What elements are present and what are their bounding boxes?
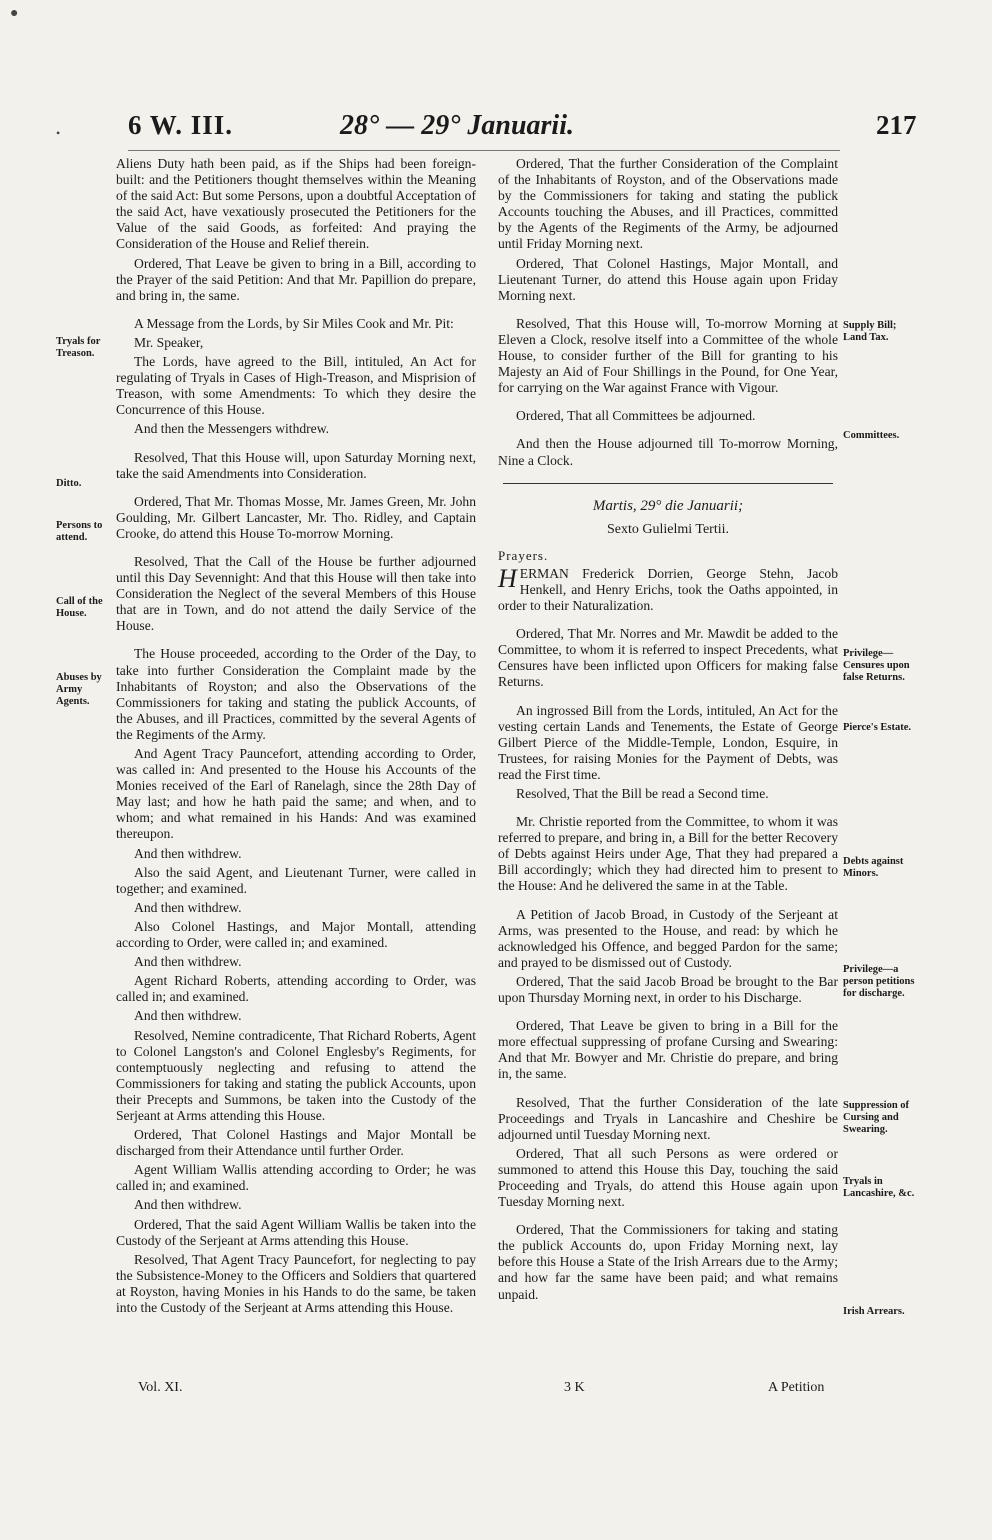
regnal-year: 6 W. III. (128, 110, 234, 140)
paragraph: An ingrossed Bill from the Lords, intituled, An Act for the vesting certain Lands and Tenements, the Estate of George Gilbert Pierce of the Middle-Temple, London, Esquire, in Trustees, for raising Monies for the Payment of Debts, was read the First time. (498, 702, 838, 782)
paragraph: And then withdrew. (134, 1008, 242, 1024)
paragraph: Resolved, That the further Consideration of the late Proceedings and Tryals in Lancashire and Cheshire be adjourned until Tuesday Morning next. (498, 1094, 838, 1142)
paragraph: Ordered, That Leave be given to bring in a Bill, according to the Prayer of the said Petition: And that Mr. Papillion do prepare, and bring in, the same. (116, 255, 476, 303)
margin-note-pierce: Pierce's Estate. (843, 722, 912, 733)
paragraph: Resolved, That this House will, To-morrow Morning at Eleven a Clock, resolve itself into a Committee of the whole House, to consider further of the Bill for granting to his Majesty an Aid of Four Shillings in the Pound, for One Year, for carrying on the War against France with Vigour. (498, 315, 838, 396)
catchword: A Petition (768, 1380, 825, 1395)
paragraph (498, 563, 838, 614)
right-column (498, 156, 838, 1306)
paragraph: Ordered, That Mr. Thomas Mosse, Mr. James Green, Mr. John Goulding, Mr. Gilbert Lancaster, Mr. Tho. Ridley, and Captain Crooke, do attend this House To-morrow Morning. (116, 493, 476, 541)
margin-note-call: Call of the House. (56, 596, 103, 619)
paragraph: Also the said Agent, and Lieutenant Turner, were called in together; and examined. (116, 864, 476, 896)
paragraph: Ordered, That Colonel Hastings, Major Montall, and Lieutenant Turner, do attend this House again upon Friday Morning next. (498, 255, 838, 303)
paragraph: Resolved, That the Bill be read a Second time. (516, 786, 769, 801)
paragraph: Ordered, That the said Jacob Broad be brought to the Bar upon Thursday Morning next, in order to his Discharge. (498, 973, 838, 1006)
paragraph: The House proceeded, according to the Order of the Day, to take into further Consideration the Complaint made by the Inhabitants of Royston; and also the Observations of the Commissioners for taking and stating the publick Accounts, of the Abuses, and ill Practices, committed by the several Agents of the Regiments of the Army. (116, 646, 476, 742)
paragraph: And then withdrew. (134, 899, 242, 915)
paragraph: Ordered, That the said Agent William Wallis be taken into the Custody of the Serjeant at Arms attending this House. (116, 1216, 476, 1248)
page-number: 217 (876, 110, 917, 140)
paragraph: The Lords, have agreed to the Bill, intituled, An Act for regulating of Tryals in Cases of High-Treason, and Misprision of Treason, with some Amendments: To which they desire the Concurrence of this House. (116, 354, 476, 418)
margin-note-abuses: Abuses by Army Agents. (56, 672, 102, 707)
margin-note-privilege-person: Privilege—a person petitions for discharge. (843, 964, 915, 999)
header-dates: 28° — 29° Januarii. (340, 110, 574, 141)
corner-mark: ● (10, 6, 19, 21)
paragraph: Resolved, That the Call of the House be further adjourned until this Day Sevennight: And that this House will then take into Consideration the Neglect of the several Members of this House that are in Town, and do not attend the daily Service of the House. (116, 553, 476, 634)
volume-mark: Vol. XI. (138, 1380, 183, 1395)
paragraph: Ordered, That all such Persons as were ordered or summoned to attend this House this Day, touching the said Proceeding and Tryals, do attend this House again upon Tuesday Morning next. (498, 1145, 838, 1210)
paragraph: And Agent Tracy Pauncefort, attending according to Order, was called in: And presented to the House his Accounts of the Monies received of the Earl of Ranelagh, since the 28th Day of May last; and how he hath paid the same; and when, and to whom; and what remained in his Hands: And was examined thereupon. (116, 746, 476, 842)
paragraph: Ordered, That Colonel Hastings and Major Montall be discharged from their Attendance until further Order. (116, 1127, 476, 1159)
paragraph: Agent Richard Roberts, attending according to Order, was called in; and examined. (116, 973, 476, 1005)
margin-note-privilege-false: Privilege—Censures upon false Returns. (843, 648, 910, 683)
left-column (116, 156, 476, 1319)
sitting-date-heading: Martis, 29° die Januarii; (592, 497, 744, 514)
corner-mark: • (56, 126, 61, 140)
paragraph: Ordered, That Leave be given to bring in a Bill for the more effectual suppressing of profane Cursing and Swearing: And that Mr. Bowyer and Mr. Christie do prepare, and bring in, the same. (498, 1018, 838, 1082)
margin-note-supply: Supply Bill; Land Tax. (843, 320, 897, 343)
paragraph: And then withdrew. (134, 954, 242, 970)
paragraph: Mr. Christie reported from the Committee, to whom it was referred to prepare, and bring in, a Bill for the better Recovery of Debts against Heirs under Age, That they had prepared a Bill accordingly; which they had directed him to present to the House: And he delivered the same in at the Table. (498, 814, 838, 894)
margin-note-committees: Committees. (843, 430, 900, 441)
paragraph: And then withdrew. (134, 1197, 242, 1213)
paragraph: Ordered, That all Committees be adjourned. (516, 408, 756, 424)
paragraph-text: ERMAN Frederick Dorrien, George Stehn, Jacob Henkell, and Henry Erichs, took the Oaths appointed, in order to their Naturalization. (498, 565, 838, 614)
paragraph: Resolved, That Agent Tracy Pauncefort, for neglecting to pay the Subsistence-Money to the Officers and Soldiers that quartered at Royston, having Monies in his Hands to do the same, be taken into the Custody of the Serjeant at Arms attending this House. (116, 1251, 476, 1315)
section-divider (503, 483, 833, 484)
paragraph: A Petition of Jacob Broad, in Custody of the Serjeant at Arms, was presented to the House, and read: by which he acknowledged his Offence, and begged Pardon for the same; and prayed to be dismissed out of Custody. (498, 906, 838, 970)
margin-note-ditto: Ditto. (56, 478, 82, 489)
paragraph: Aliens Duty hath been paid, as if the Ships had been foreign-built: and the Petitioners thought themselves within the Meaning of the said Act: But some Persons, upon a doubtful Acceptation of the said Act, have vexatiously prosecuted the Petitioners for the Value of the said Goods, as forfeited: And praying the Consideration of the House and Relief therein. (116, 156, 476, 252)
paragraph: Agent William Wallis attending according to Order; he was called in; and examined. (116, 1162, 476, 1194)
paragraph: Resolved, Nemine contradicente, That Richard Roberts, Agent to Colonel Langston's and Colonel Englesby's Regiments, for contemptuously neglecting and refusing to attend the Commissioners for taking and stating the publick Accounts, upon their Precepts and Summons, be taken into the Custody of the Serjeant at Arms attending this House. (116, 1027, 476, 1123)
running-header (0, 110, 992, 150)
regnal-subheading: Sexto Gulielmi Tertii. (606, 521, 730, 537)
prayers-heading: Prayers. (498, 547, 549, 563)
paragraph: Ordered, That the further Consideration of the Complaint of the Inhabitants of Royston, and of the Observations made by the Commissioners for taking and stating the publick Accounts touching the Abuses, and ill Practices, committed by the Agents of the Regiments of the Army, be adjourned until Friday Morning next. (498, 156, 838, 252)
paragraph: And then the Messengers withdrew. (134, 421, 330, 437)
paragraph: Mr. Speaker, (134, 334, 204, 350)
paragraph: A Message from the Lords, by Sir Miles Cook and Mr. Pit: (134, 315, 454, 331)
paragraph: And then the House adjourned till To-morrow Morning, Nine a Clock. (498, 436, 838, 468)
margin-note-suppression: Suppression of Cursing and Swearing. (843, 1100, 910, 1135)
margin-note-irish: Irish Arrears. (843, 1306, 905, 1317)
margin-note-tryals: Tryals for Treason. (56, 336, 101, 359)
margin-note-lancashire: Tryals in Lancashire, &c. (843, 1176, 915, 1199)
margin-note-persons: Persons to attend. (56, 520, 103, 543)
margin-note-debts: Debts against Minors. (843, 856, 904, 879)
paragraph: Resolved, That this House will, upon Saturday Morning next, take the said Amendments into Consideration. (116, 449, 476, 481)
paragraph: Also Colonel Hastings, and Major Montall, attending according to Order, were called in; and examined. (116, 918, 476, 951)
paragraph: Ordered, That Mr. Norres and Mr. Mawdit be added to the Committee, to whom it is referred to inspect Precedents, what Censures have been inflicted upon Officers for making false Returns. (498, 626, 838, 690)
paragraph: And then withdrew. (134, 845, 242, 861)
header-rule (128, 150, 840, 151)
paragraph: Ordered, That the Commissioners for taking and stating the publick Accounts do, upon Friday Morning next, lay before this House a State of the Irish Arrears due to the Army; and how far the same have been paid; and what remains unpaid. (498, 1222, 838, 1302)
signature-mark: 3 K (564, 1380, 585, 1395)
drop-cap: H (498, 563, 517, 593)
